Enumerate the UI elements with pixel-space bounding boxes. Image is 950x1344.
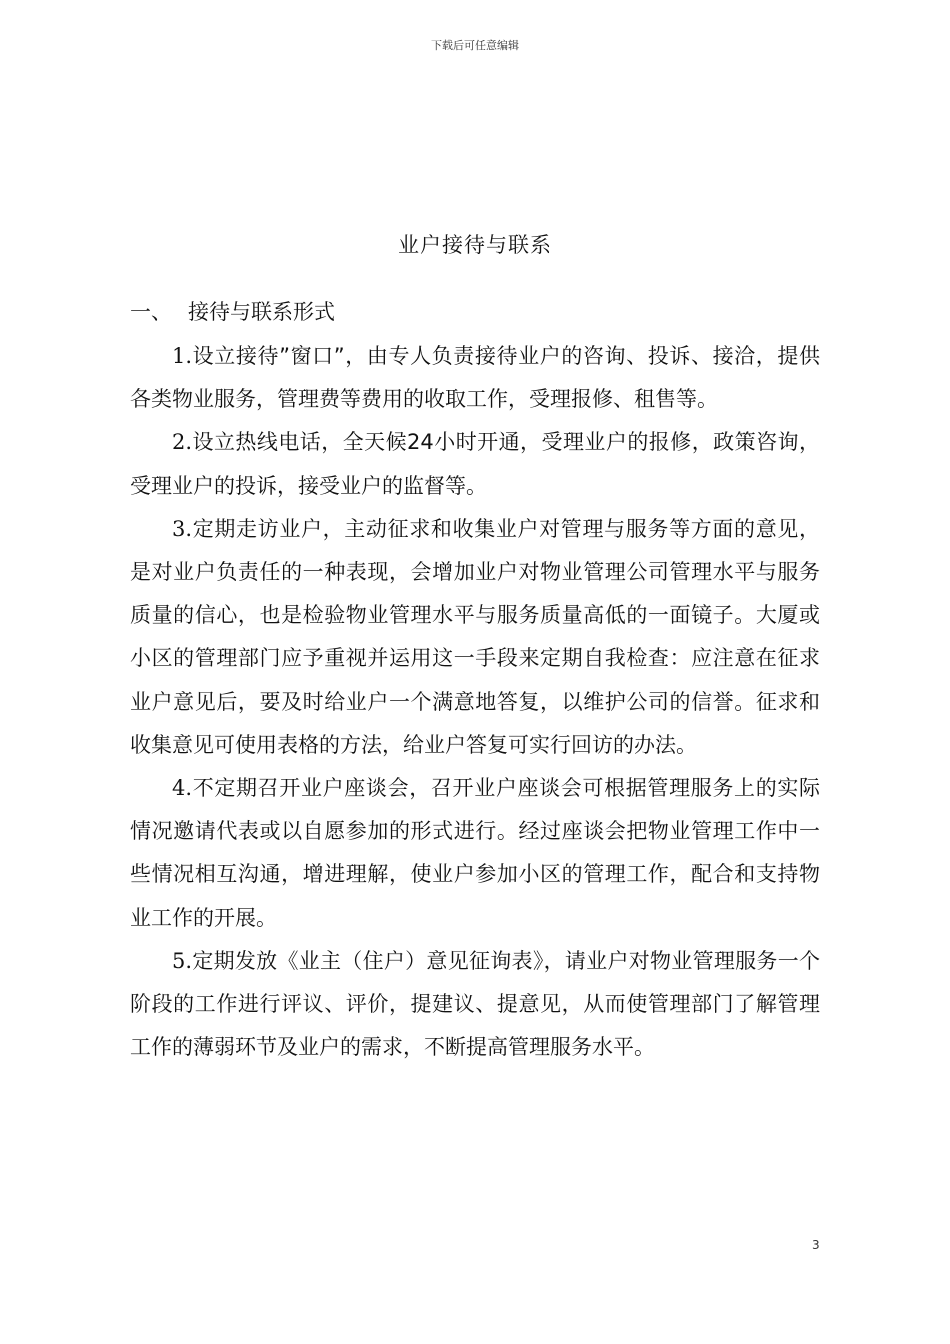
paragraph-5	[130, 940, 820, 1070]
paragraph-number: 2.	[172, 430, 193, 455]
paragraph-text: 定期发放《业主（住户）意见征询表》，请业户对物业管理服务一个阶段的工作进行评议、评价，提建议、提意见，从而使管理部门了解管理工作的薄弱环节及业户的需求，不断提高管理服务水平。	[130, 948, 820, 1060]
paragraph-text: 设立热线电话，全天候24小时开通，受理业户的报修，政策咨询，受理业户的投诉，接受业户的监督等。	[130, 430, 820, 498]
page-number: 3	[812, 1238, 820, 1252]
paragraph-1	[130, 335, 820, 421]
paragraph-text: 不定期召开业户座谈会，召开业户座谈会可根据管理服务上的实际情况邀请代表或以自愿参加的形式进行。经过座谈会把物业管理工作中一些情况相互沟通，增进理解，使业户参加小区的管理工作，配合和支持物业工作的开展。	[130, 776, 820, 930]
paragraph-text: 设立接待”窗口”，由专人负责接待业户的咨询、投诉、接洽，提供各类物业服务，管理费等费用的收取工作，受理报修、租售等。	[130, 344, 820, 412]
section-heading-text: 接待与联系形式	[188, 300, 335, 324]
document-body	[130, 335, 820, 1069]
paragraph-2	[130, 421, 820, 507]
paragraph-number: 5.	[172, 948, 193, 973]
paragraph-4	[130, 767, 820, 940]
paragraph-3	[130, 508, 820, 767]
paragraph-number: 4.	[172, 776, 193, 801]
section-number: 一、	[130, 300, 172, 324]
header-note: 下载后可任意编辑	[431, 39, 519, 52]
paragraph-number: 3.	[172, 516, 193, 541]
paragraph-text: 定期走访业户，主动征求和收集业户对管理与服务等方面的意见，是对业户负责任的一种表现，会增加业户对物业管理公司管理水平与服务质量的信心，也是检验物业管理水平与服务质量高低的一面镜子。大厦或小区的管理部门应予重视并运用这一手段来定期自我检查：应注意在征求业户意见后，要及时给业户一个满意地答复，以维护公司的信誉。征求和收集意见可使用表格的方法，给业户答复可实行回访的办法。	[130, 516, 820, 757]
paragraph-number: 1.	[172, 344, 193, 368]
section-heading	[130, 296, 335, 326]
document-title: 业户接待与联系	[398, 233, 552, 257]
